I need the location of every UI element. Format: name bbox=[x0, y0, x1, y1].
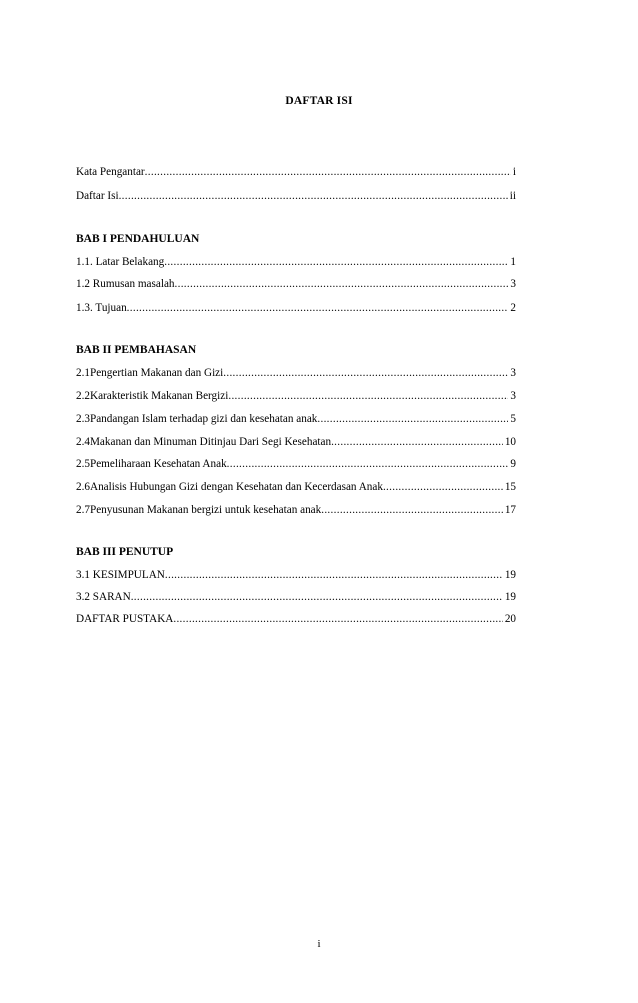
toc-entry-2-5 bbox=[76, 456, 516, 472]
toc-entry-page: 19 bbox=[504, 591, 516, 603]
toc-entry-page: 17 bbox=[504, 504, 516, 516]
toc-leader-dots bbox=[145, 164, 511, 180]
toc-entry-label: Kata Pengantar bbox=[76, 166, 145, 178]
toc-entry-page: 3 bbox=[510, 278, 516, 290]
toc-leader-dots bbox=[383, 479, 503, 495]
toc-leader-dots bbox=[127, 300, 509, 316]
toc-entry-2-3 bbox=[76, 411, 516, 427]
toc-entry-label: Pemeliharaan Kesehatan Anak bbox=[89, 458, 227, 470]
toc-entry-number: 2.2 bbox=[76, 390, 90, 402]
page-number: i bbox=[317, 938, 321, 950]
toc-entry-page: ii bbox=[509, 190, 516, 202]
toc-entry-label: Pandangan Islam terhadap gizi dan kesehatan anak bbox=[89, 413, 318, 425]
toc-entry-daftar-isi bbox=[76, 188, 516, 204]
toc-entry-number: 2.6 bbox=[76, 481, 90, 493]
toc-entry-page: 5 bbox=[510, 413, 516, 425]
toc-entry-page: 3 bbox=[510, 390, 516, 402]
toc-entry-page: 19 bbox=[504, 569, 516, 581]
toc-entry-number: 2.3 bbox=[76, 413, 90, 425]
toc-entry-label: Makanan dan Minuman Ditinjau Dari Segi Kesehatan bbox=[89, 436, 332, 448]
toc-entry-label: 1.1. Latar Belakang bbox=[76, 256, 165, 268]
toc-entry-label: 3.2 SARAN bbox=[76, 591, 131, 603]
toc-entry-1-1 bbox=[76, 254, 516, 270]
toc-entry-page: 15 bbox=[504, 481, 516, 493]
toc-entry-number: 2.5 bbox=[76, 458, 90, 470]
toc-entry-label: DAFTAR PUSTAKA bbox=[76, 613, 174, 625]
toc-entry-page: 3 bbox=[510, 367, 516, 379]
toc-entry-kata-pengantar bbox=[76, 164, 516, 180]
toc-entry-page: 9 bbox=[510, 458, 516, 470]
toc-leader-dots bbox=[331, 434, 503, 450]
toc-entry-2-6 bbox=[76, 479, 516, 495]
toc-entry-1-2 bbox=[76, 276, 516, 292]
toc-entry-page: 1 bbox=[510, 256, 516, 268]
toc-leader-dots bbox=[223, 365, 508, 381]
toc-leader-dots bbox=[131, 589, 503, 605]
toc-entry-number: 2.4 bbox=[76, 436, 90, 448]
toc-entry-label: 3.1 KESIMPULAN bbox=[76, 569, 165, 581]
toc-entry-page: 2 bbox=[510, 302, 516, 314]
toc-entry-number: 2.1 bbox=[76, 367, 90, 379]
toc-entry-2-7 bbox=[76, 502, 516, 518]
toc-entry-number: 2.7 bbox=[76, 504, 90, 516]
toc-entry-3-1 bbox=[76, 567, 516, 583]
toc-entry-2-1 bbox=[76, 365, 516, 381]
toc-leader-dots bbox=[164, 254, 508, 270]
toc-entry-2-4 bbox=[76, 434, 516, 450]
toc-entry-label: Penyusunan Makanan bergizi untuk kesehatan anak bbox=[89, 504, 322, 516]
toc-entry-label: Analisis Hubungan Gizi dengan Kesehatan dan Kecerdasan Anak bbox=[89, 481, 383, 493]
toc-entry-page: 10 bbox=[504, 436, 516, 448]
toc-leader-dots bbox=[317, 411, 508, 427]
toc-leader-dots bbox=[321, 502, 503, 518]
toc-leader-dots bbox=[165, 567, 503, 583]
toc-entry-daftar-pustaka bbox=[76, 611, 516, 627]
toc-entry-page: 20 bbox=[504, 613, 516, 625]
toc-entry-label: 1.2 Rumusan masalah bbox=[76, 278, 175, 290]
toc-entry-3-2 bbox=[76, 589, 516, 605]
page-title: DAFTAR ISI bbox=[285, 95, 353, 107]
toc-entry-page: i bbox=[512, 166, 516, 178]
toc-entry-label: Pengertian Makanan dan Gizi bbox=[89, 367, 224, 379]
toc-entry-label: 1.3. Tujuan bbox=[76, 302, 127, 314]
toc-leader-dots bbox=[227, 456, 509, 472]
chapter-heading-bab1: BAB I PENDAHULUAN bbox=[76, 233, 200, 245]
toc-leader-dots bbox=[175, 276, 509, 292]
toc-entry-label: Daftar Isi bbox=[76, 190, 119, 202]
toc-leader-dots bbox=[173, 611, 502, 627]
toc-entry-label: Karakteristik Makanan Bergizi bbox=[89, 390, 229, 402]
toc-leader-dots bbox=[119, 188, 508, 204]
chapter-heading-bab3: BAB III PENUTUP bbox=[76, 546, 174, 558]
toc-entry-2-2 bbox=[76, 388, 516, 404]
chapter-heading-bab2: BAB II PEMBAHASAN bbox=[76, 344, 197, 356]
toc-entry-1-3 bbox=[76, 300, 516, 316]
toc-leader-dots bbox=[228, 388, 508, 404]
